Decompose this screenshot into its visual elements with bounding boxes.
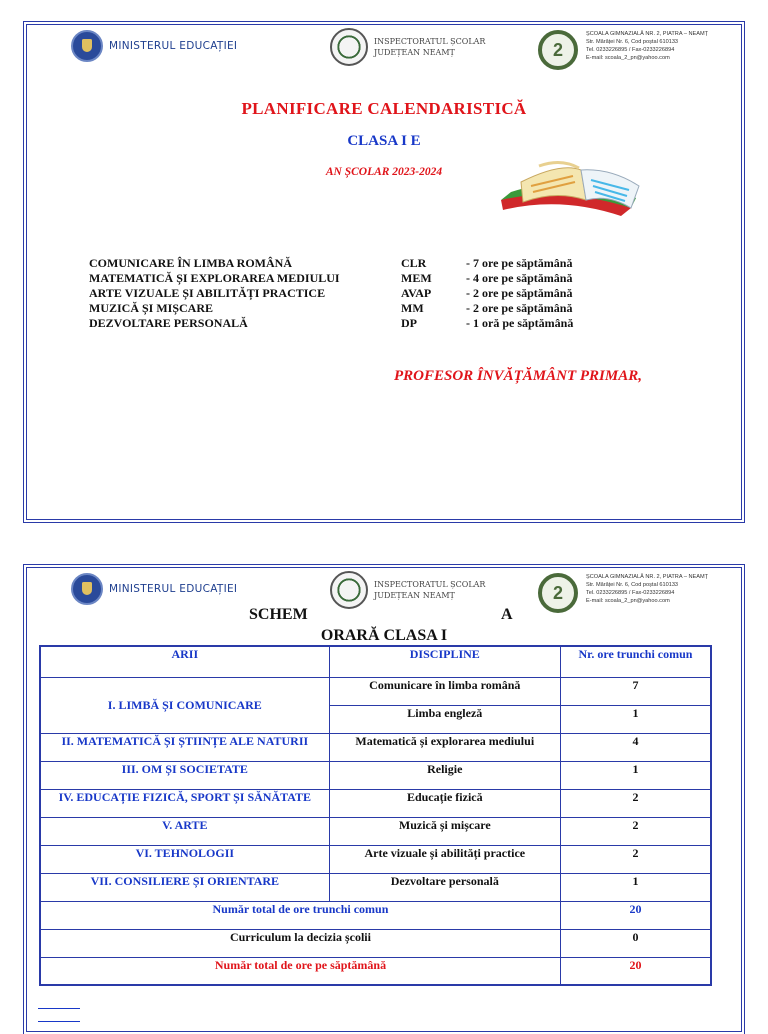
area-cell: VI. TEHNOLOGII	[40, 845, 329, 873]
discipline-cell: Religie	[329, 761, 560, 789]
isj-logo	[330, 28, 485, 66]
subject-row	[89, 271, 573, 286]
subject-hours: - 2 ore pe săptămână	[466, 286, 573, 300]
hours-cell: 1	[560, 873, 711, 901]
area-cell: IV. EDUCAȚIE FIZICĂ, SPORT ȘI SĂNĂTATE	[40, 789, 329, 817]
school-wreath-icon	[538, 30, 578, 70]
subject-hours: - 1 oră pe săptămână	[466, 316, 574, 330]
isj-line1: INSPECTORATUL ȘCOLAR	[374, 580, 486, 589]
school-line: E-mail: scoala_2_pn@yahoo.com	[586, 55, 670, 61]
subject-name: COMUNICARE ÎN LIMBA ROMÂNĂ	[89, 256, 292, 270]
discipline-cell: Muzică și mișcare	[329, 817, 560, 845]
class-name: CLASA I E	[347, 133, 421, 149]
school-number: 2	[552, 582, 563, 603]
isj-line2: JUDEȚEAN NEAMȚ	[374, 591, 455, 600]
area-cell: II. MATEMATICĂ ȘI ȘTIINȚE ALE NATURII	[40, 733, 329, 761]
school-line: ȘCOALA GIMNAZIALĂ NR. 2, PIATRA – NEAMȚ	[586, 574, 709, 580]
page-2	[23, 564, 745, 1034]
subject-hours: - 4 ore pe săptămână	[466, 271, 573, 285]
cds-row	[40, 929, 711, 957]
school-number: 2	[552, 39, 563, 60]
school-line: Str. Mărăței Nr. 6, Cod poștal 610133	[586, 582, 679, 588]
subjects-list	[89, 256, 573, 331]
subject-abbr: AVAP	[401, 286, 432, 300]
table-row	[40, 817, 711, 845]
header-hours: Nr. ore trunchi comun	[560, 646, 711, 677]
schedule-title-line2: ORARĂ CLASA I	[320, 627, 448, 644]
hours-cell: 7	[560, 677, 711, 705]
subject-abbr: CLR	[401, 256, 427, 270]
total-week-label: Număr total de ore pe săptămână	[40, 957, 560, 985]
teacher-label: PROFESOR ÎNVĂȚĂMÂNT PRIMAR,	[394, 368, 642, 384]
underline-mark	[38, 1008, 80, 1009]
subject-abbr: MM	[401, 301, 424, 315]
total-common-row	[40, 901, 711, 929]
open-book-icon	[481, 152, 646, 222]
subject-row	[89, 316, 573, 331]
page-1	[23, 21, 745, 523]
table-row	[40, 873, 711, 901]
ministry-logo	[71, 573, 237, 605]
subject-row	[89, 301, 573, 316]
isj-line2: JUDEȚEAN NEAMȚ	[374, 48, 455, 57]
ministry-name: MINISTERUL EDUCAȚIEI	[109, 40, 238, 52]
ministry-name: MINISTERUL EDUCAȚIEI	[109, 583, 238, 595]
total-common-value: 20	[560, 901, 711, 929]
discipline-cell: Matematică și explorarea mediului	[329, 733, 560, 761]
subject-abbr: MEM	[401, 271, 432, 285]
area-cell: VII. CONSILIERE ȘI ORIENTARE	[40, 873, 329, 901]
discipline-cell: Arte vizuale și abilități practice	[329, 845, 560, 873]
document-title: PLANIFICARE CALENDARISTICĂ	[241, 99, 527, 118]
school-year: AN ȘCOLAR 2023-2024	[325, 166, 443, 178]
underline-mark	[38, 1021, 80, 1022]
subject-abbr: DP	[401, 316, 417, 330]
subject-name: ARTE VIZUALE ȘI ABILITĂȚI PRACTICE	[89, 286, 326, 300]
total-week-value: 20	[560, 957, 711, 985]
isj-line1: INSPECTORATUL ȘCOLAR	[374, 37, 486, 46]
ministry-seal-icon	[71, 30, 103, 62]
subject-name: DEZVOLTARE PERSONALĂ	[89, 316, 248, 330]
subject-name: MUZICĂ ȘI MIȘCARE	[89, 301, 214, 315]
header-arii: ARII	[40, 646, 329, 677]
hours-cell: 1	[560, 761, 711, 789]
discipline-cell: Limba engleză	[329, 705, 560, 733]
table-row	[40, 733, 711, 761]
school-line: E-mail: scoala_2_pn@yahoo.com	[586, 598, 670, 604]
hours-cell: 2	[560, 817, 711, 845]
school-wreath-icon	[538, 573, 578, 613]
total-week-row	[40, 957, 711, 985]
discipline-cell: Educație fizică	[329, 789, 560, 817]
hours-cell: 2	[560, 845, 711, 873]
discipline-cell: Comunicare în limba română	[329, 677, 560, 705]
table-row	[40, 789, 711, 817]
isj-logo	[330, 571, 485, 609]
table-row	[40, 845, 711, 873]
isj-seal-icon	[330, 28, 368, 66]
school-logo	[538, 30, 726, 70]
subject-row	[89, 256, 573, 271]
school-line: Tel. 0233226895 / Fax-0233226894	[586, 47, 675, 53]
subject-hours: - 7 ore pe săptămână	[466, 256, 573, 270]
header-discipline: DISCIPLINE	[329, 646, 560, 677]
subject-hours: - 2 ore pe săptămână	[466, 301, 573, 315]
area-cell: III. OM ȘI SOCIETATE	[40, 761, 329, 789]
subject-name: MATEMATICĂ ȘI EXPLORAREA MEDIULUI	[89, 271, 340, 285]
cds-value: 0	[560, 929, 711, 957]
isj-seal-icon	[330, 571, 368, 609]
discipline-cell: Dezvoltare personală	[329, 873, 560, 901]
cds-label: Curriculum la decizia școlii	[40, 929, 560, 957]
total-common-label: Număr total de ore trunchi comun	[40, 901, 560, 929]
table-row	[40, 677, 711, 705]
subject-row	[89, 286, 573, 301]
table-header-row	[40, 646, 711, 677]
area-cell: I. LIMBĂ ȘI COMUNICARE	[40, 677, 329, 733]
ministry-logo	[71, 30, 237, 62]
school-line: Str. Mărăței Nr. 6, Cod poștal 610133	[586, 39, 679, 45]
table-row	[40, 761, 711, 789]
schedule-table	[39, 645, 712, 986]
schedule-title-left: SCHEM	[249, 606, 308, 623]
hours-cell: 1	[560, 705, 711, 733]
schedule-title-right: A	[501, 606, 513, 623]
hours-cell: 4	[560, 733, 711, 761]
ministry-seal-icon	[71, 573, 103, 605]
school-logo	[538, 573, 726, 613]
hours-cell: 2	[560, 789, 711, 817]
area-cell: V. ARTE	[40, 817, 329, 845]
school-line: Tel. 0233226895 / Fax-0233226894	[586, 590, 675, 596]
school-line: ȘCOALA GIMNAZIALĂ NR. 2, PIATRA – NEAMȚ	[586, 31, 709, 37]
